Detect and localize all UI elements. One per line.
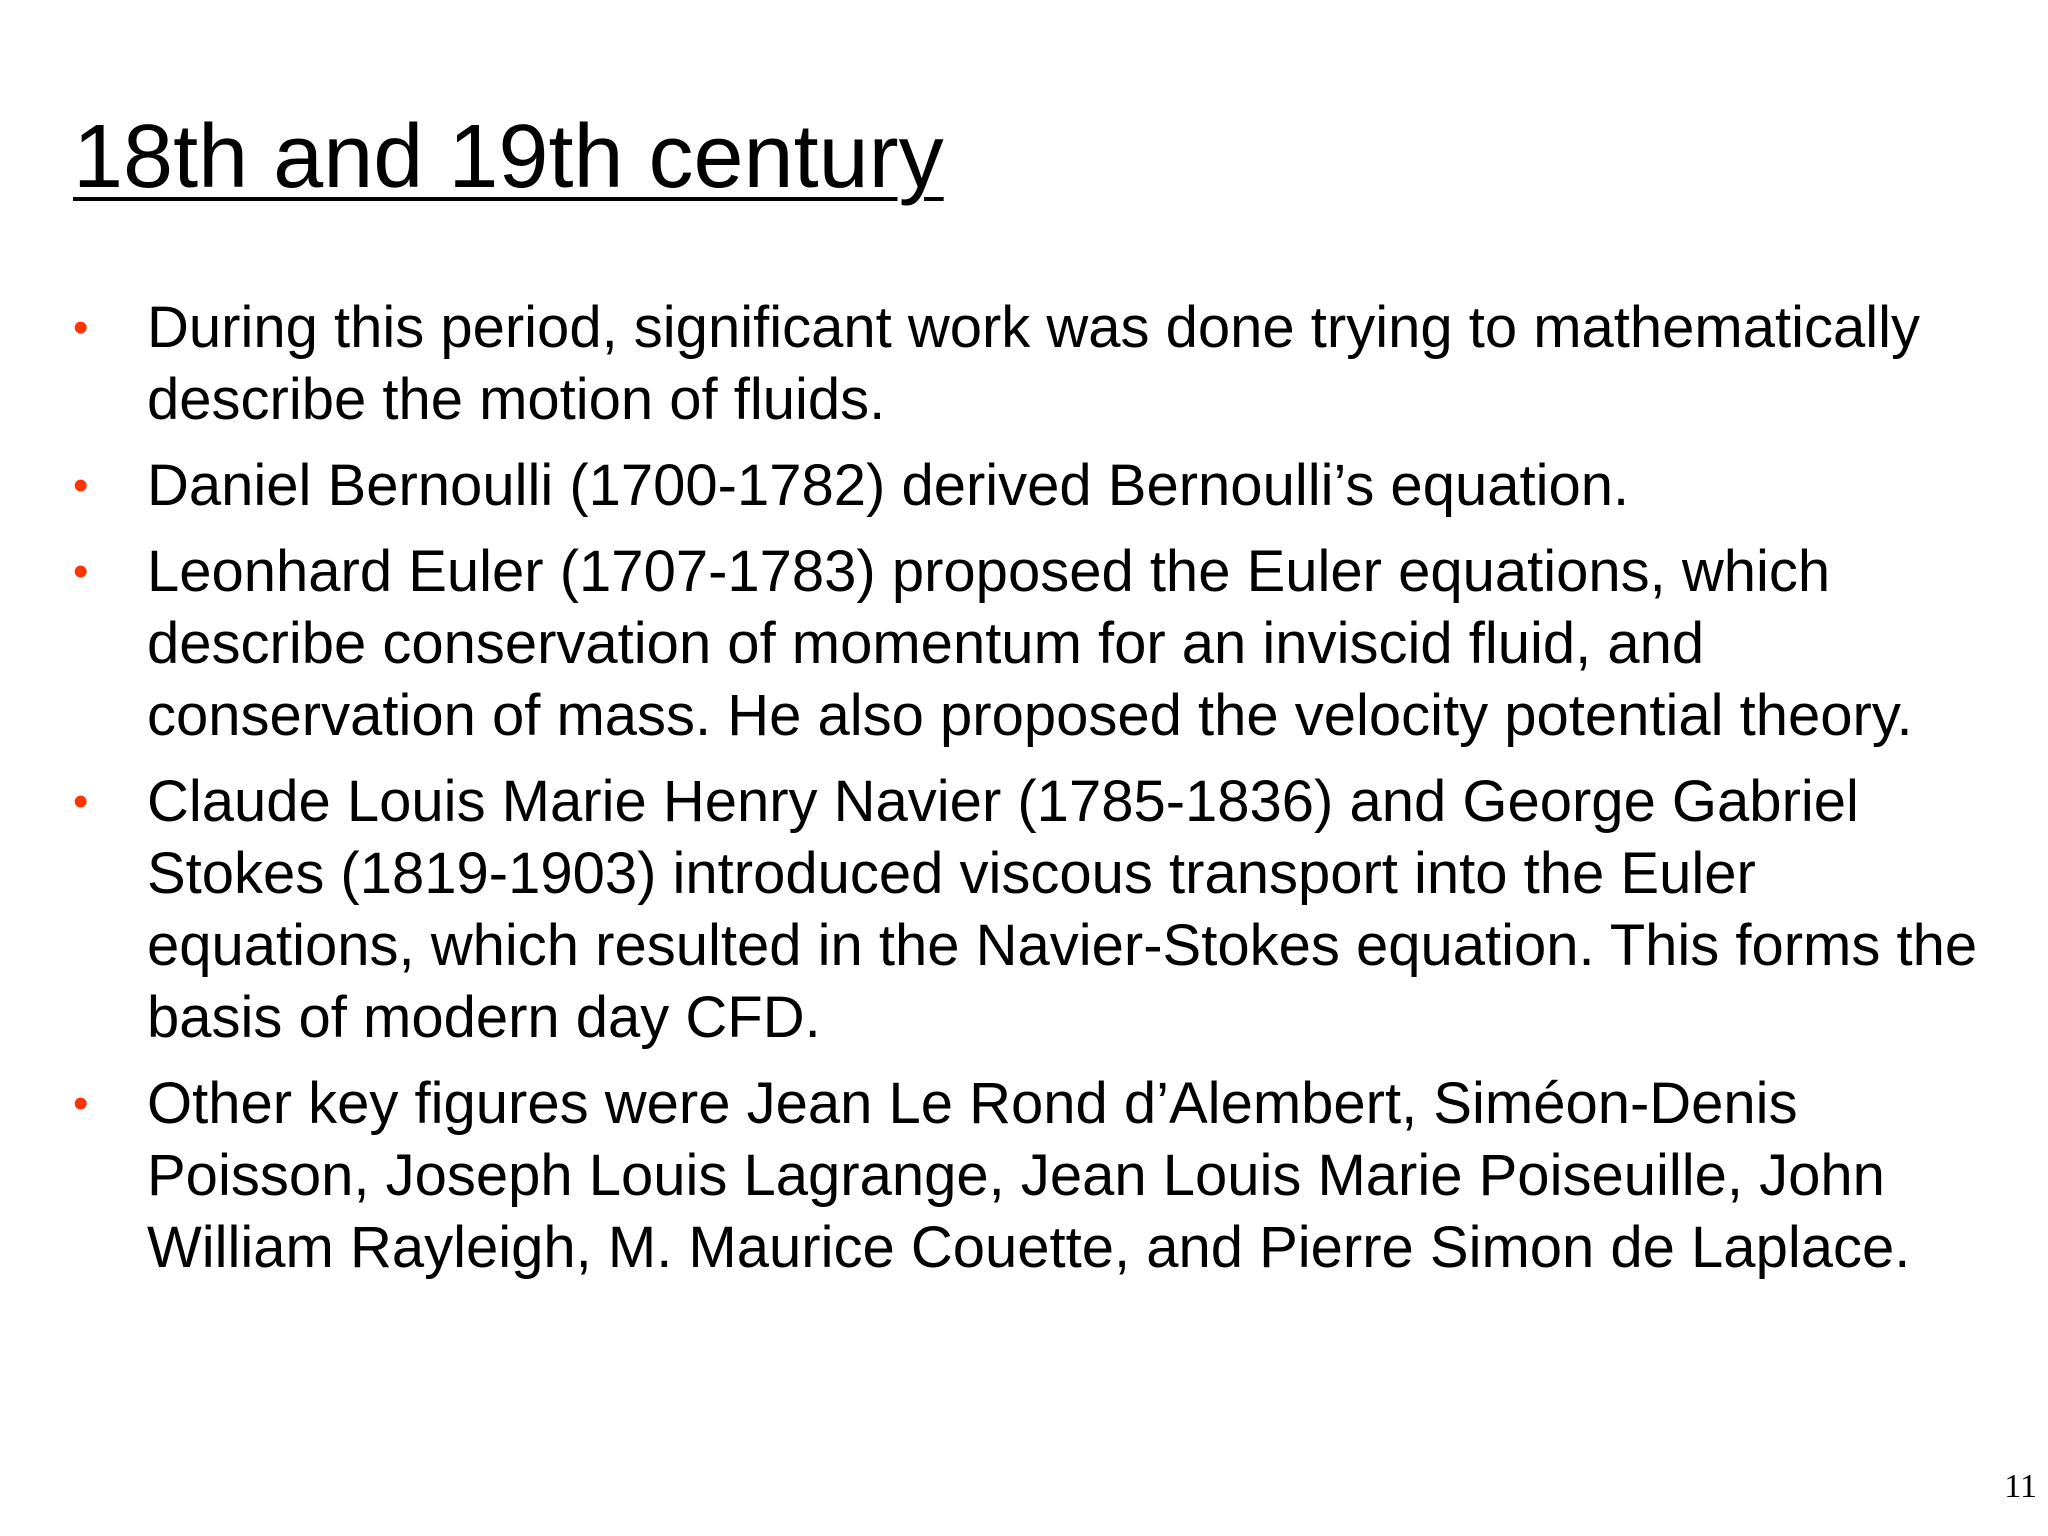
list-item: [73, 292, 1993, 436]
bullet-icon: •: [73, 547, 89, 596]
bullet-icon: •: [73, 303, 89, 352]
bullet-icon: •: [73, 777, 89, 826]
bullet-text: Other key figures were Jean Le Rond d’Alembert, Siméon-Denis Poisson, Joseph Louis Lagrange, Jean Louis Marie Poiseuille, John William Rayleigh, M. Maurice Couette, and Pierre Simon de Laplace.: [147, 1071, 1911, 1280]
bullet-icon: •: [73, 1079, 89, 1128]
bullet-icon: •: [73, 461, 89, 510]
list-item: [73, 1068, 1993, 1284]
list-item: [73, 766, 1993, 1054]
list-item: [73, 536, 1993, 752]
bullet-list: [73, 292, 1993, 1298]
bullet-text: Leonhard Euler (1707-1783) proposed the Euler equations, which describe conservation of momentum for an inviscid fluid, and conservation of mass. He also proposed the velocity potential theory.: [147, 539, 1913, 748]
page-number: 11: [2004, 1468, 2037, 1505]
slide-title: 18th and 19th century: [73, 107, 944, 207]
bullet-text: Claude Louis Marie Henry Navier (1785-1836) and George Gabriel Stokes (1819-1903) introduced viscous transport into the Euler equations, which resulted in the Navier-Stokes equation. This forms the basis of modern day CFD.: [147, 769, 1978, 1050]
list-item: [73, 450, 1993, 522]
bullet-text: Daniel Bernoulli (1700-1782) derived Bernoulli’s equation.: [147, 453, 1630, 518]
bullet-text: During this period, significant work was done trying to mathematically describe the motion of fluids.: [147, 295, 1921, 432]
